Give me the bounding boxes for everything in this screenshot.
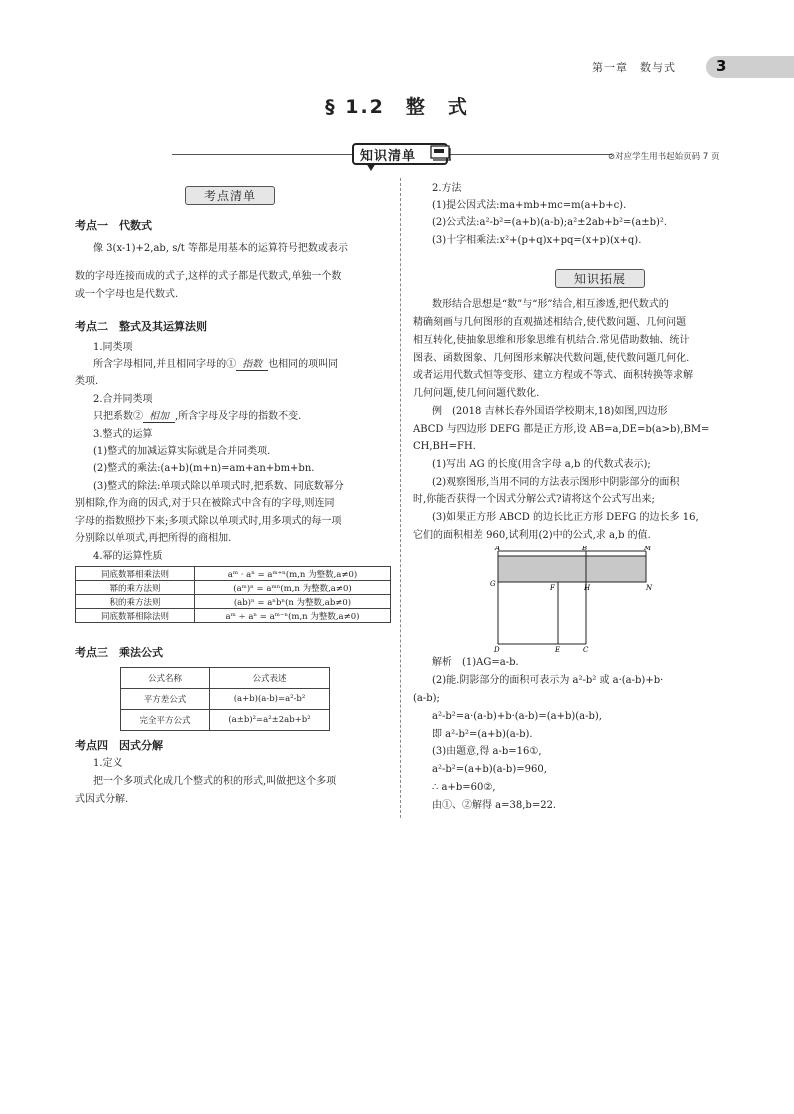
header-name: 公式名称 — [121, 668, 210, 689]
header-formula: 公式表述 — [210, 668, 330, 689]
label-M: M — [644, 546, 652, 552]
solution-2b: (a-b); — [413, 693, 440, 704]
kd4-s1-title: 1.定义 — [93, 758, 123, 769]
kd2-s1-text-a: 所含字母相同,并且相同字母的① — [93, 359, 237, 370]
rule-name: 积的乘方法则 — [76, 595, 195, 609]
table-row — [76, 609, 391, 623]
expansion-p3: 相互转化,使抽象思维和形象思维有机结合.常见借助数轴、统计 — [413, 335, 690, 346]
fill-answer-2: 相加 — [143, 411, 175, 423]
solution-3b: a²-b²=(a+b)(a-b)=960, — [432, 764, 547, 775]
solution-2d: 即 a²-b²=(a+b)(a-b). — [432, 729, 533, 740]
solution-3a: (3)由题意,得 a-b=16①, — [432, 746, 542, 757]
formula-expr: (a+b)(a-b)=a²-b² — [210, 689, 330, 710]
kd2-s2-text-b: ,所含字母及字母的指数不变. — [175, 411, 302, 422]
kd2-s1-title: 1.同类项 — [93, 342, 133, 353]
formula-name: 平方差公式 — [121, 689, 210, 710]
example-line3: CH,BH=FH. — [413, 441, 476, 452]
label-C: C — [583, 646, 589, 652]
expansion-p1: 数形结合思想是“数”与“形”结合,相互渗透,把代数式的 — [432, 299, 669, 310]
table-row — [76, 595, 391, 609]
label-A: A — [495, 546, 501, 552]
method-3: (3)十字相乘法:x²+(p+q)x+pq=(x+p)(x+q). — [432, 235, 642, 246]
formula-table — [120, 667, 330, 731]
kd2-s3-line1: (1)整式的加减运算实际就是合并同类项. — [93, 446, 271, 457]
expansion-p6: 几何问题,使几何问题代数化. — [413, 388, 540, 399]
method-1: (1)提公因式法:ma+mb+mc=m(a+b+c). — [432, 200, 627, 211]
kd2-s3-title: 3.整式的运算 — [93, 429, 153, 440]
section-title: § 1.2 整 式 — [325, 96, 469, 118]
rule-name: 同底数幂相除法则 — [76, 609, 195, 623]
label-E: E — [555, 646, 561, 652]
column-divider — [400, 178, 401, 818]
solution-3c: ∴ a+b=60②, — [432, 782, 496, 793]
table-row — [121, 710, 330, 731]
chapter-header: 第一章 数与式 — [592, 61, 676, 74]
table-header-row — [121, 668, 330, 689]
table-row — [121, 689, 330, 710]
rule-formula: (ab)ⁿ = aⁿbⁿ(n 为整数,ab≠0) — [195, 595, 391, 609]
expansion-p5: 或者运用代数式恒等变形、建立方程或不等式、面积转换等求解 — [413, 370, 693, 381]
kd2-s4-title: 4.幂的运算性质 — [93, 551, 163, 562]
kd1-title: 考点一 代数式 — [75, 219, 152, 232]
kd4-line2: 式因式分解. — [75, 794, 129, 805]
formula-name: 完全平方公式 — [121, 710, 210, 731]
kd2-s1-line2: 类项. — [75, 376, 99, 387]
label-H: H — [584, 584, 591, 592]
formula-expr: (a±b)²=a²±2ab+b² — [210, 710, 330, 731]
rule-name: 同底数幂相乘法则 — [76, 567, 195, 581]
page-reference-text: 对应学生用书起始页码 7 页 — [615, 152, 720, 162]
question-1: (1)写出 AG 的长度(用含字母 a,b 的代数式表示); — [432, 459, 651, 470]
label-N: N — [646, 584, 653, 592]
method-title: 2.方法 — [432, 183, 462, 194]
question-3b: 它们的面积相差 960,试利用(2)中的公式,求 a,b 的值. — [413, 530, 651, 541]
kd2-s1-line1 — [93, 358, 338, 372]
kd3-title: 考点三 乘法公式 — [75, 646, 163, 659]
solution-2a: (2)能.阴影部分的面积可表示为 a²-b² 或 a·(a-b)+b· — [432, 675, 664, 686]
fill-answer-1: 指数 — [236, 359, 268, 371]
zhishi-tuozhan-label: 知识拓展 — [555, 269, 645, 288]
label-B: B — [582, 546, 588, 552]
kd2-s3-line3: (3)整式的除法:单项式除以单项式时,把系数、同底数幂分 — [93, 481, 344, 492]
kd2-s2-line1 — [93, 410, 301, 424]
kd2-s1-text-b: 也相同的项叫同 — [268, 359, 339, 370]
question-2a: (2)观察图形,当用不同的方法表示图形中阴影部分的面积 — [432, 477, 680, 488]
kd2-s3-line6: 分别除以单项式,再把所得的商相加. — [75, 533, 232, 544]
solution-2c: a²-b²=a·(a-b)+b·(a-b)=(a+b)(a-b), — [432, 711, 602, 722]
expansion-p2: 精确刻画与几何图形的直观描述相结合,使代数问题、几何问题 — [413, 317, 687, 328]
square-figure — [488, 546, 688, 652]
kd4-title: 考点四 因式分解 — [75, 739, 163, 752]
kd2-s3-line5: 字母的指数照抄下来;多项式除以单项式时,用多项式的每一项 — [75, 516, 342, 527]
page-reference — [608, 150, 719, 162]
power-rules-table — [75, 566, 391, 623]
solution-1: 解析 (1)AG=a-b. — [432, 657, 519, 668]
question-2b: 时,你能否获得一个因式分解公式?请将这个公式写出来; — [413, 494, 655, 505]
banner-notch-icon — [366, 163, 376, 171]
kaodian-qingdan-label: 考点清单 — [185, 186, 275, 205]
kd1-line3: 或一个字母也是代数式. — [75, 289, 179, 300]
label-G: G — [490, 580, 496, 588]
rule-formula: (aᵐ)ⁿ = aᵐⁿ(m,n 为整数,a≠0) — [195, 581, 391, 595]
banner-title: 知识清单 — [360, 148, 417, 164]
kd2-s3-line4: 别相除,作为商的因式,对于只在被除式中含有的字母,则连同 — [75, 498, 335, 509]
label-F: F — [550, 584, 555, 592]
kd2-s3-line2: (2)整式的乘法:(a+b)(m+n)=am+an+bm+bn. — [93, 463, 315, 474]
book-icon — [430, 145, 452, 161]
example-line1: 例 (2018 吉林长春外国语学校期末,18)如图,四边形 — [432, 406, 668, 417]
solution-3d: 由①、②解得 a=38,b=22. — [432, 800, 557, 811]
kd1-line2: 数的字母连接而成的式子,这样的式子都是代数式,单独一个数 — [75, 271, 342, 282]
kd1-line1: 像 3(x-1)+2,ab, s/t 等都是用基本的运算符号把数或表示 — [93, 243, 348, 254]
rule-formula: aᵐ · aⁿ = aᵐ⁺ⁿ(m,n 为整数,a≠0) — [195, 567, 391, 581]
kd2-s2-title: 2.合并同类项 — [93, 394, 153, 405]
rule-formula: aᵐ ÷ aⁿ = aᵐ⁻ⁿ(m,n 为整数,a≠0) — [195, 609, 391, 623]
circle-arrow-icon: ⊘ — [608, 152, 616, 162]
question-3a: (3)如果正方形 ABCD 的边长比正方形 DEFG 的边长多 16, — [432, 512, 699, 523]
expansion-p4: 图表、函数图象、几何图形来解决代数问题,使代数问题几何化. — [413, 353, 690, 364]
kd2-s2-text-a: 只把系数② — [93, 411, 143, 422]
example-line2: ABCD 与四边形 DEFG 都是正方形,设 AB=a,DE=b(a>b),BM= — [413, 424, 710, 435]
rule-name: 幂的乘方法则 — [76, 581, 195, 595]
kd4-line1: 把一个多项式化成几个整式的积的形式,叫做把这个多项 — [93, 776, 337, 787]
kd2-title: 考点二 整式及其运算法则 — [75, 320, 207, 333]
label-D: D — [494, 646, 500, 652]
method-2: (2)公式法:a²-b²=(a+b)(a-b);a²±2ab+b²=(a±b)². — [432, 217, 668, 228]
page-number: 3 — [716, 57, 727, 75]
table-row — [76, 567, 391, 581]
table-row — [76, 581, 391, 595]
